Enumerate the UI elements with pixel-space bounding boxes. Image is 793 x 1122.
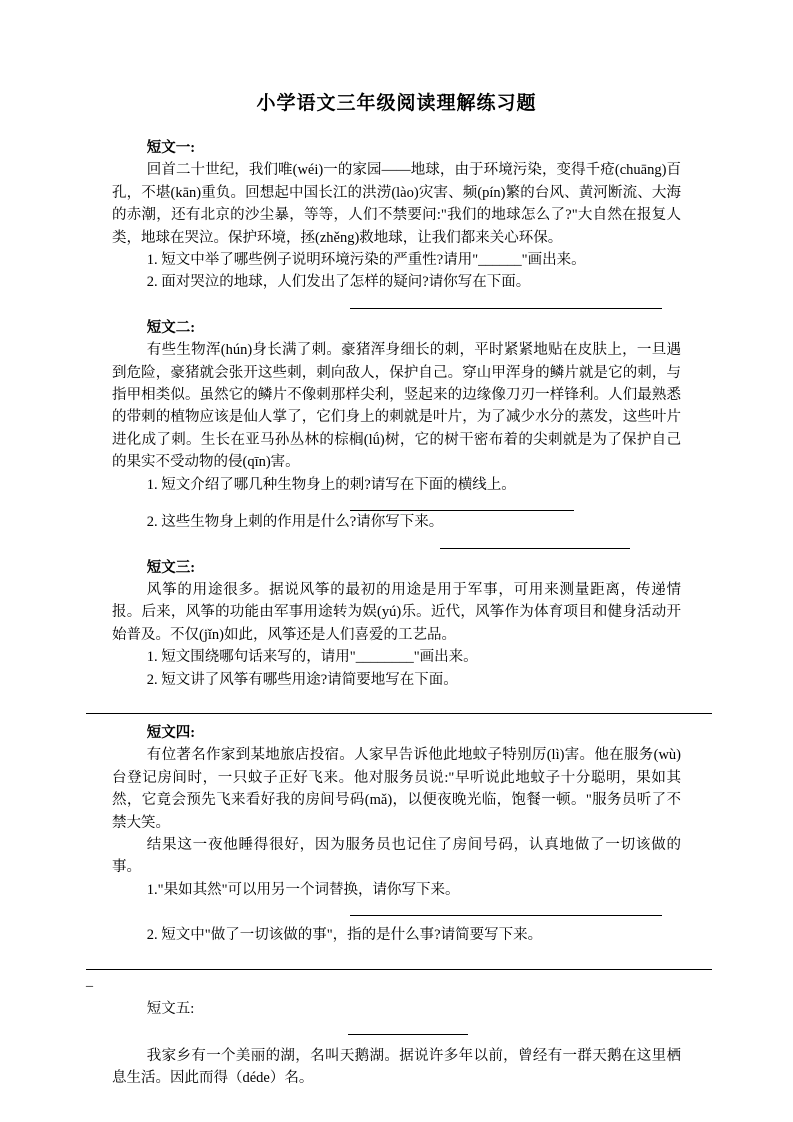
section-5-heading: 短文五: (146, 1000, 195, 1017)
answer-line (348, 1020, 468, 1035)
section-2-heading: 短文二: (146, 319, 196, 336)
page-title: 小学语文三年级阅读理解练习题 (256, 93, 537, 114)
section-2-question-1: 1. 短文介绍了哪几种生物身上的刺?请写在下面的横线上。 (146, 476, 516, 493)
section-4-body-2: 结果这一夜他睡得很好，因为服务员也记住了房间号码，认真地做了一切该做的事。 (112, 836, 681, 876)
section-1-question-1: 1. 短文中举了哪些例子说明环境污染的严重性?请用"______"画出来。 (146, 252, 586, 269)
answer-line (440, 534, 630, 549)
section-1-body: 回首二十世纪，我们唯(wéi)一的家园——地球，由于环境污染，变得千疮(chuāng)百孔，不堪(kān)重负。回想起中国长江的洪涝(lào)灾害、频(pín)繁的台风、黄河断流、大海的赤潮，还有北京的沙尘暴，等等，人们不禁要问:"我们的地球怎么了?"大自然在报复人类，地球在哭泣。保护环境，拯(zhěng)救地球，让我们都来关心环保。 (112, 162, 681, 246)
answer-line (350, 496, 574, 511)
worksheet-content (86, 137, 681, 1090)
section-4-heading: 短文四: (146, 724, 196, 741)
section-2-question-2: 2. 这些生物身上刺的作用是什么?请你写下来。 (146, 514, 444, 531)
section-3-question-2: 2. 短文讲了风筝有哪些用途?请简要地写在下面。 (146, 671, 458, 688)
section-4-question-2: 2. 短文中"做了一切该做的事"，指的是什么事?请简要写下来。 (146, 927, 543, 944)
section-1-question-2: 2. 面对哭泣的地球，人们发出了怎样的疑问?请你写在下面。 (146, 274, 531, 291)
section-4-body-1: 有位著名作家到某地旅店投宿。人家早告诉他此地蚊子特别厉(lì)害。他在服务(wù)台登记房间时，一只蚊子正好飞来。他对服务员说:"早听说此地蚊子十分聪明，果如其然，它竟会预先飞来看好我的房间号码(mǎ)，以便夜晚光临，饱餐一顿。"服务员听了不禁大笑。 (112, 747, 681, 831)
section-3-body: 风筝的用途很多。据说风筝的最初的用途是用于军事，可用来测量距离，传递情报。后来，风筝的功能由军事用途转为娱(yú)乐。近代，风筝作为体育项目和健身活动开始普及。不仅(jǐn)如此，风筝还是人们喜爱的工艺品。 (112, 581, 681, 643)
section-3-heading: 短文三: (146, 559, 196, 576)
section-5-body: 我家乡有一个美丽的湖，名叫天鹅湖。据说许多年以前，曾经有一群天鹅在这里栖息生活。因此而得（déde）名。 (112, 1048, 681, 1087)
section-1-heading: 短文一: (146, 140, 196, 156)
section-4-question-1: 1."果如其然"可以用另一个词替换，请你写下来。 (146, 881, 460, 898)
stray-underscore: _ (86, 973, 93, 989)
answer-line (350, 294, 662, 309)
section-2-body: 有些生物浑(hún)身长满了刺。豪猪浑身细长的刺，平时紧紧地贴在皮肤上，一旦遇到危险，豪猪就会张开这些刺，刺向敌人，保护自己。穿山甲浑身的鳞片就是它的刺，与指甲相类似。虽然它的鳞片不像刺那样尖利，竖起来的边缘像刀刃一样锋利。人们最熟悉的带刺的植物应该是仙人掌了，它们身上的刺就是叶片，为了减少水分的蒸发，这些叶片进化成了刺。生长在亚马孙丛林的棕榈(lǘ)树，它的树干密布着的尖刺就是为了保护自己的果实不受动物的侵(qīn)害。 (112, 342, 681, 471)
section-3-question-1: 1. 短文围绕哪句话来写的，请用"________"画出来。 (146, 649, 478, 666)
answer-line (86, 947, 712, 970)
answer-line (86, 691, 712, 714)
answer-line (350, 901, 662, 916)
